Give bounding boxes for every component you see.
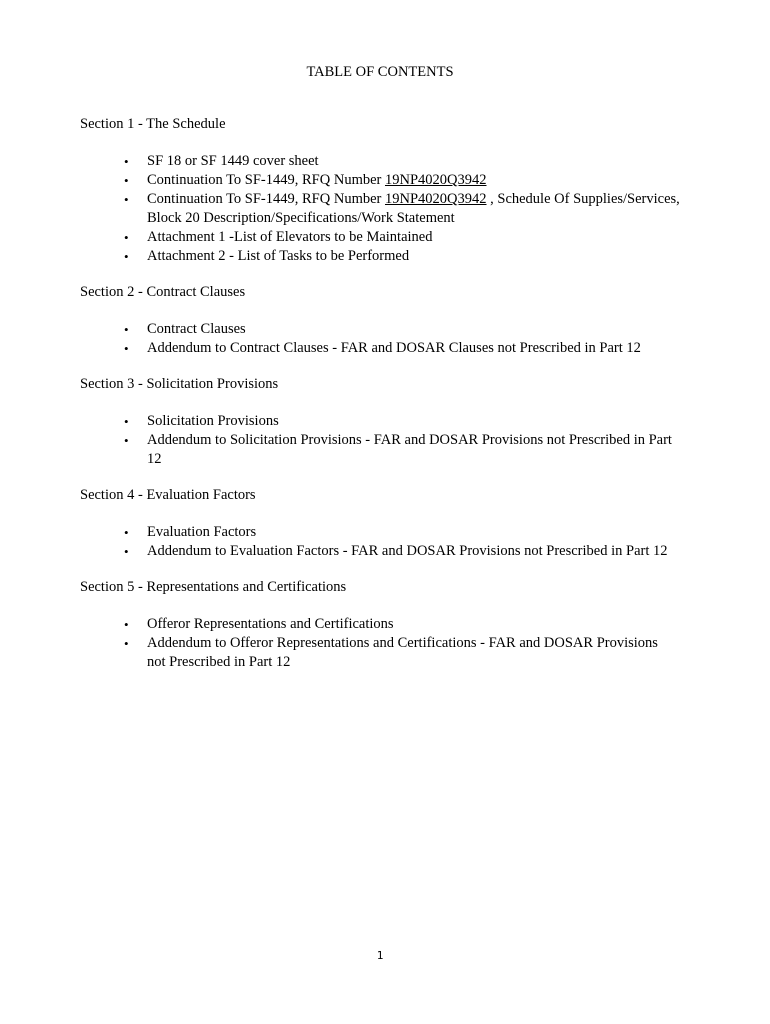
- list-item: [80, 431, 680, 469]
- bullet-icon: •: [124, 341, 129, 356]
- list-item: [80, 542, 680, 561]
- bullet-icon: •: [124, 617, 129, 632]
- list-item: [80, 523, 680, 542]
- section-item-list: [80, 320, 680, 358]
- list-item-text: Contract Clauses: [147, 321, 246, 337]
- list-item: [80, 634, 680, 672]
- section-2: [80, 283, 680, 358]
- list-item-text: Addendum to Contract Clauses - FAR and DOSAR Clauses not Prescribed in Part 12: [147, 340, 641, 356]
- section-heading: Section 4 - Evaluation Factors: [80, 487, 256, 503]
- list-item: [80, 339, 680, 358]
- section-3: [80, 375, 680, 469]
- list-item-text: Addendum to Evaluation Factors - FAR and DOSAR Provisions not Prescribed in Part 12: [147, 543, 668, 559]
- list-item-text: Solicitation Provisions: [147, 413, 279, 429]
- bullet-icon: •: [124, 433, 129, 448]
- page-number: 1: [376, 949, 384, 962]
- bullet-icon: •: [124, 414, 129, 429]
- section-heading: Section 2 - Contract Clauses: [80, 284, 246, 300]
- bullet-icon: •: [124, 636, 129, 651]
- bullet-icon: •: [124, 322, 129, 337]
- section-heading: Section 5 - Representations and Certifications: [80, 579, 347, 595]
- bullet-icon: •: [124, 192, 129, 207]
- list-item: [80, 152, 680, 171]
- bullet-icon: •: [124, 249, 129, 264]
- list-item: [80, 615, 680, 634]
- section-heading: Section 3 - Solicitation Provisions: [80, 376, 279, 392]
- section-item-list: [80, 523, 680, 561]
- list-item-text: Addendum to Solicitation Provisions - FAR and DOSAR Provisions not Prescribed in Part 12: [147, 432, 672, 467]
- bullet-icon: •: [124, 154, 129, 169]
- list-item: [80, 228, 680, 247]
- section-item-list: [80, 615, 680, 672]
- list-item-text: Continuation To SF-1449, RFQ Number: [147, 191, 385, 207]
- section-1: [80, 115, 680, 266]
- bullet-icon: •: [124, 544, 129, 559]
- rfq-number-link[interactable]: 19NP4020Q3942: [384, 172, 487, 188]
- list-item-text: Attachment 1 -List of Elevators to be Maintained: [147, 229, 433, 245]
- list-item-text: Addendum to Offeror Representations and Certifications - FAR and DOSAR Provisions not Prescribed in Part 12: [147, 635, 658, 670]
- section-5: [80, 578, 680, 672]
- bullet-icon: •: [124, 173, 129, 188]
- page-title: TABLE OF CONTENTS: [306, 64, 454, 80]
- bullet-icon: •: [124, 525, 129, 540]
- table-of-contents: [80, 115, 680, 689]
- list-item-text: SF 18 or SF 1449 cover sheet: [147, 153, 319, 169]
- list-item-text: Offeror Representations and Certifications: [147, 616, 394, 632]
- rfq-number-link[interactable]: 19NP4020Q3942: [384, 191, 487, 207]
- list-item: [80, 190, 680, 228]
- list-item: [80, 320, 680, 339]
- list-item-text-suffix: , Schedule Of Supplies/Services, Block 20 Description/Specifications/Work Statement: [147, 191, 680, 226]
- list-item-text: Evaluation Factors: [147, 524, 257, 540]
- list-item: [80, 247, 680, 266]
- list-item-text: Attachment 2 - List of Tasks to be Performed: [147, 248, 410, 264]
- bullet-icon: •: [124, 230, 129, 245]
- section-item-list: [80, 152, 680, 266]
- section-item-list: [80, 412, 680, 469]
- list-item: [80, 171, 680, 190]
- section-heading: Section 1 - The Schedule: [80, 116, 226, 132]
- section-4: [80, 486, 680, 561]
- list-item-text: Continuation To SF-1449, RFQ Number: [147, 172, 385, 188]
- list-item: [80, 412, 680, 431]
